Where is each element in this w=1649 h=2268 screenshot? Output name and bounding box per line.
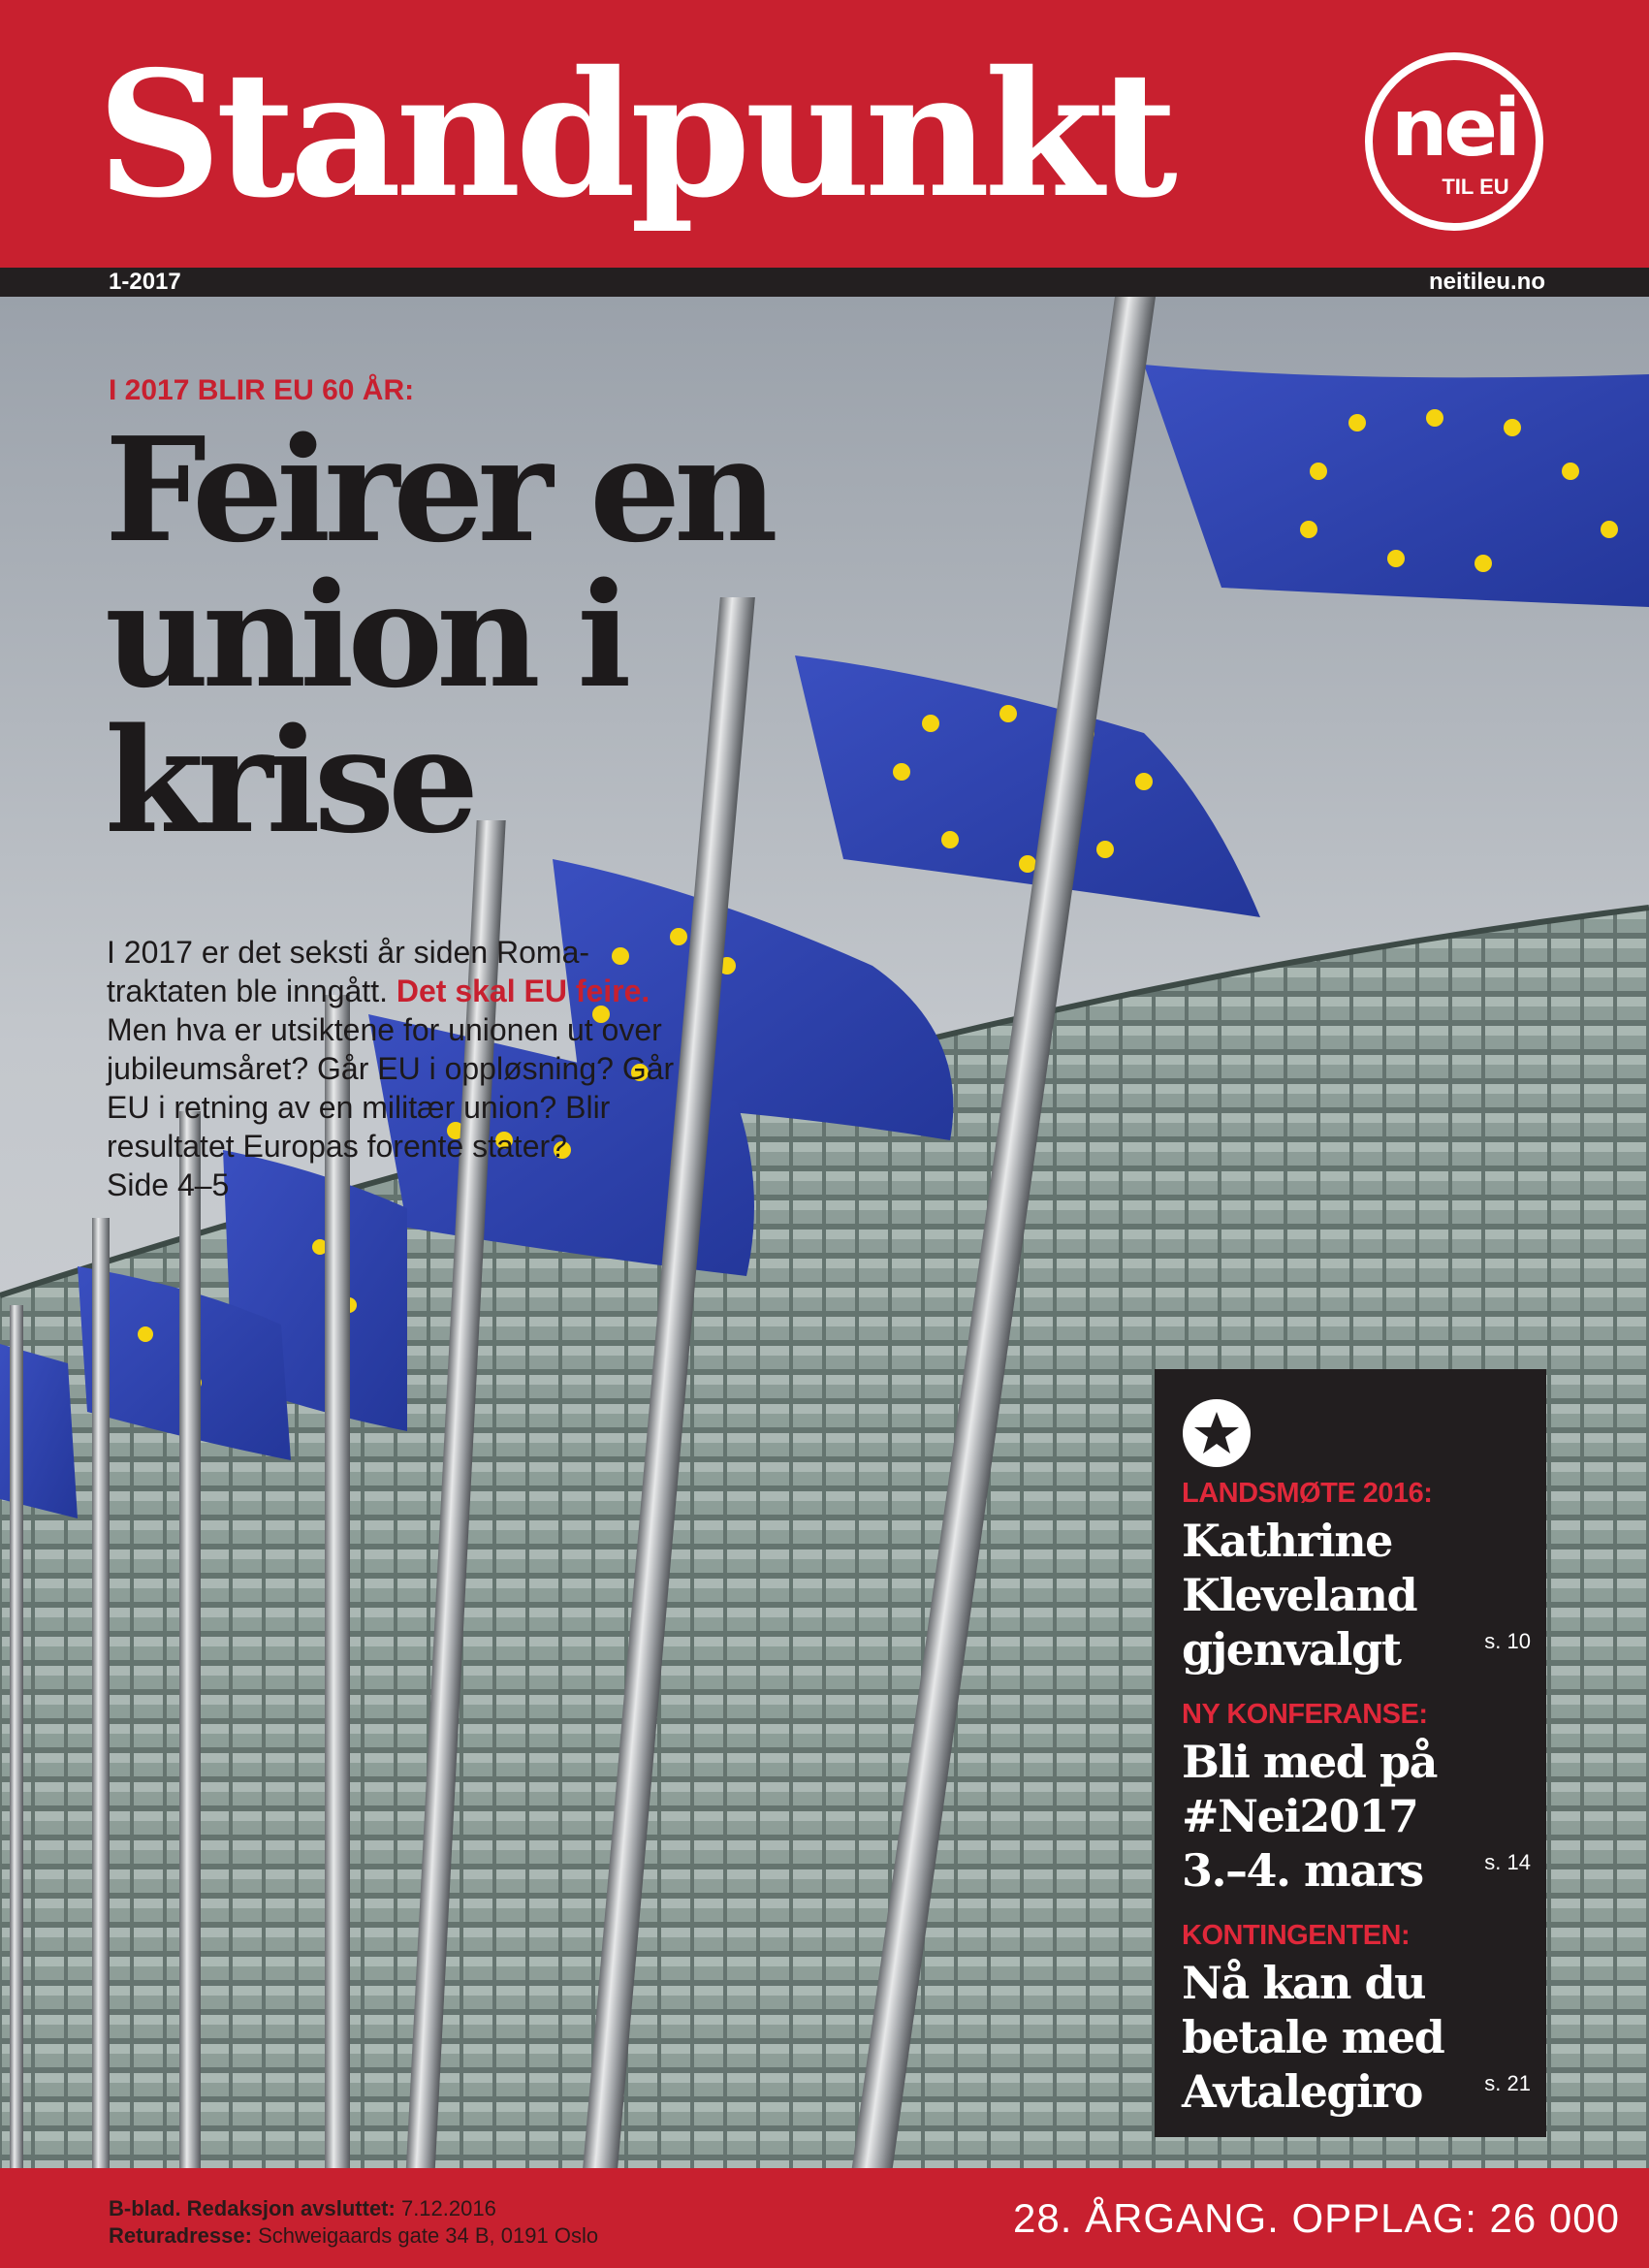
cover-lede (107, 933, 708, 1204)
teaser-line: #Nei2017 (1182, 1790, 1418, 1842)
footer-value: 7.12.2016 (395, 2196, 496, 2220)
star-badge-icon (1182, 1398, 1252, 1468)
masthead (0, 0, 1649, 268)
footer-value: Schweigaards gate 34 B, 0191 Oslo (251, 2223, 599, 2248)
teaser-page: s. 10 (1484, 1629, 1531, 1653)
page-reference: Side 4–5 (107, 1167, 230, 1202)
lede-highlight: Det skal EU feire. (396, 974, 650, 1008)
teaser-line: Kleveland (1182, 1569, 1417, 1621)
footer-return-address (109, 2223, 598, 2249)
teaser-line: Nå kan du (1182, 1957, 1426, 2009)
teaser-page: s. 21 (1484, 2071, 1531, 2095)
logo-word: nei (1390, 82, 1518, 175)
lede-text: Men hva er utsiktene for unionen ut over jubileumsåret? Går EU i oppløsning? Går EU i retning av en militær union? Blir resultatet Europas forente stater? (107, 1012, 675, 1164)
cover-kicker: I 2017 BLIR EU 60 ÅR: (109, 374, 415, 406)
teaser-page: s. 14 (1484, 1850, 1531, 1874)
teaser-kicker: NY KONFERANSE: (1182, 1699, 1428, 1730)
footer-deadline (109, 2196, 496, 2221)
logo-sub: TIL EU (1442, 175, 1509, 199)
teaser-kicker: KONTINGENTEN: (1182, 1920, 1411, 1951)
headline-line: krise (105, 696, 473, 865)
footer-label: B-blad. Redaksjon avsluttet: (109, 2196, 396, 2220)
issue-number: 1-2017 (109, 269, 181, 295)
teaser-box (1155, 1369, 1546, 2137)
teaser-line: 3.–4. mars (1182, 1844, 1423, 1897)
teaser-item[interactable] (1182, 1920, 1531, 2118)
teaser-item[interactable] (1182, 1699, 1531, 1897)
teaser-kicker: LANDSMØTE 2016: (1182, 1478, 1433, 1509)
nei-logo-icon (1361, 48, 1547, 235)
magazine-title: Standpunkt (97, 33, 1172, 236)
issue-bar (0, 268, 1649, 297)
teaser-line: Avtalegiro (1182, 2065, 1422, 2118)
headline-line: Feirer en (105, 405, 772, 574)
teaser-line: gjenvalgt (1182, 1623, 1401, 1676)
teaser-item[interactable] (1182, 1478, 1531, 1676)
cover-headline (105, 405, 977, 865)
lede-text: I 2017 er det seksti år siden Roma-traktaten ble inngått. (107, 935, 590, 1008)
headline-line: union i (105, 551, 625, 719)
teaser-line: Bli med på (1182, 1736, 1437, 1788)
volume-circulation: 28. ÅRGANG. OPPLAG: 26 000 (1013, 2195, 1620, 2241)
footer (0, 2168, 1649, 2268)
website: neitileu.no (1429, 269, 1545, 295)
teaser-headline (1182, 1735, 1531, 1898)
teaser-headline (1182, 1956, 1531, 2119)
teaser-line: betale med (1182, 2011, 1444, 2063)
footer-label: Returadresse: (109, 2223, 252, 2248)
teaser-headline (1182, 1514, 1531, 1677)
teaser-line: Kathrine (1182, 1515, 1392, 1567)
